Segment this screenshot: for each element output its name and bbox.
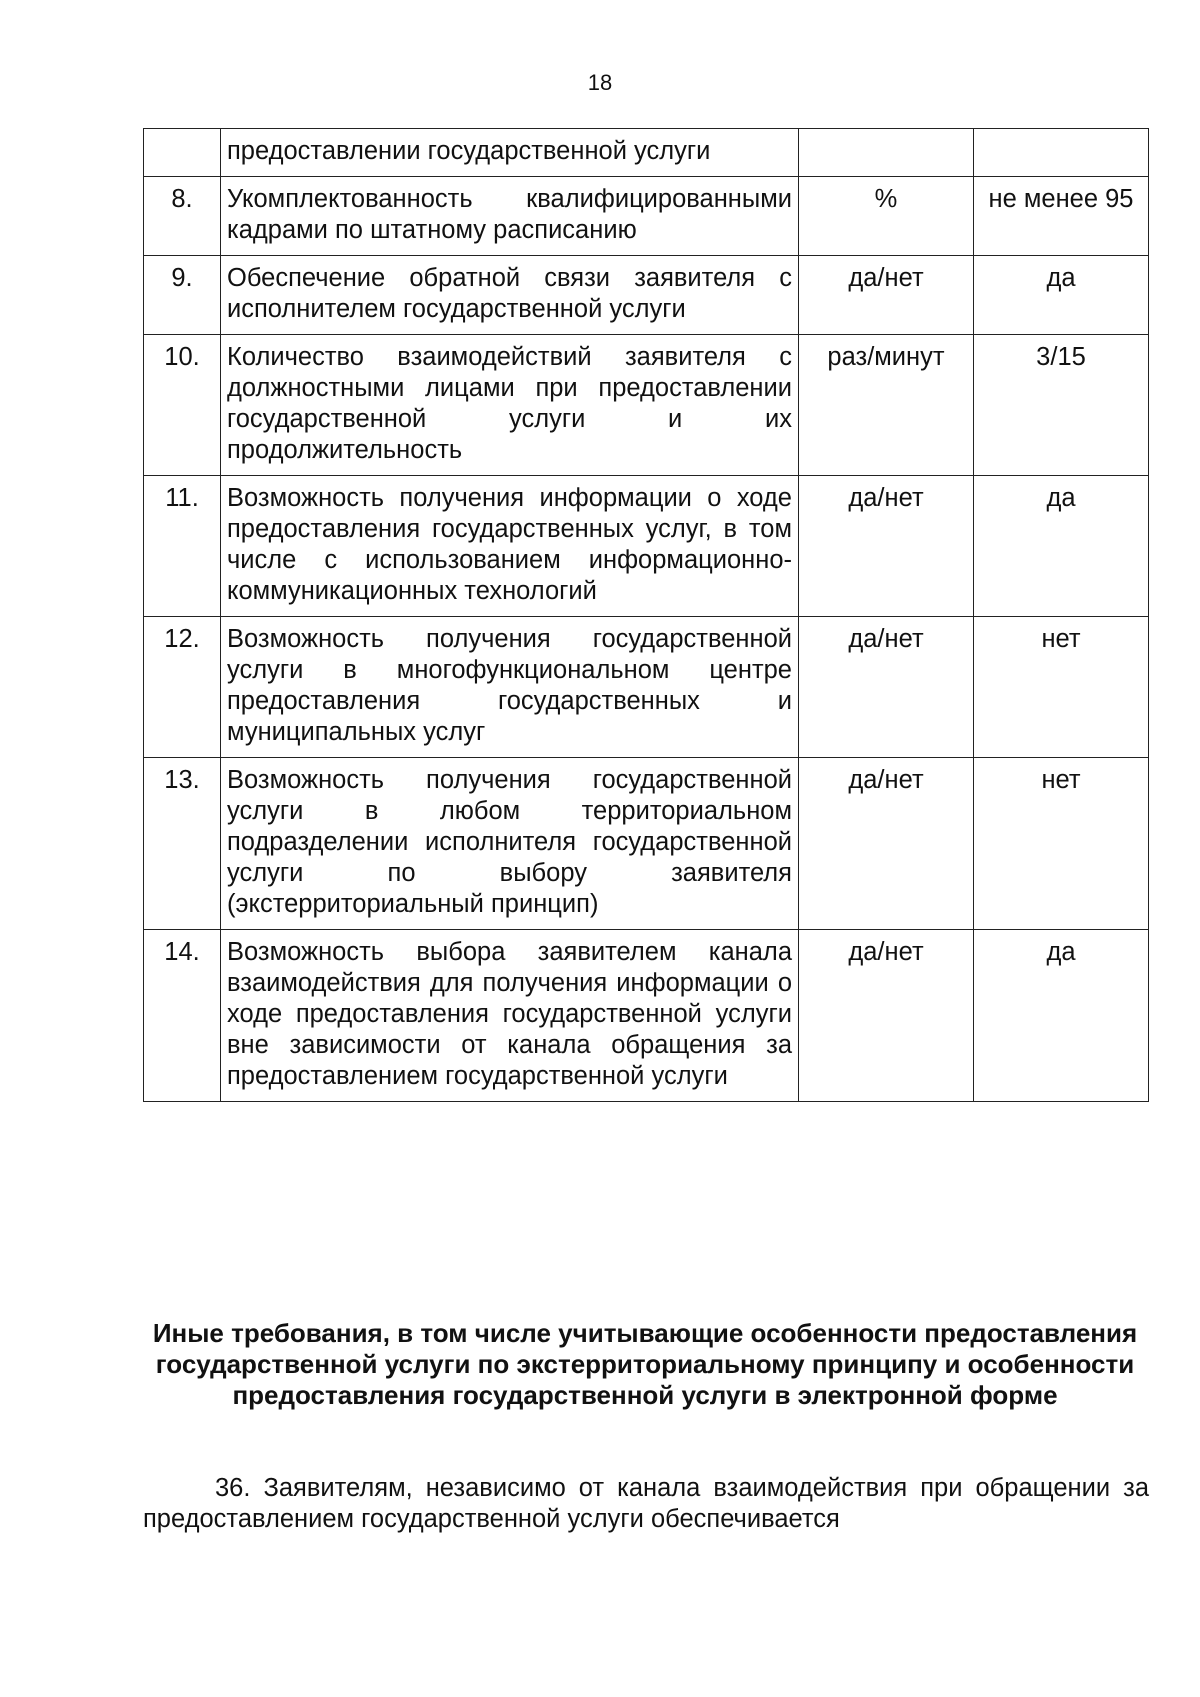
indicator-value: 3/15 bbox=[974, 335, 1149, 476]
indicator-name: Обеспечение обратной связи заявителя с исполнителем государственной услуги bbox=[221, 256, 799, 335]
row-number: 13. bbox=[144, 758, 221, 930]
indicator-unit: % bbox=[799, 177, 974, 256]
table-row bbox=[144, 256, 1149, 335]
indicator-value: нет bbox=[974, 758, 1149, 930]
table-row bbox=[144, 129, 1149, 177]
indicator-value: не менее 95 bbox=[974, 177, 1149, 256]
indicator-unit: да/нет bbox=[799, 617, 974, 758]
indicator-value bbox=[974, 129, 1149, 177]
indicator-unit: да/нет bbox=[799, 758, 974, 930]
table-row bbox=[144, 758, 1149, 930]
page-number: 18 bbox=[587, 70, 613, 95]
indicator-name: Возможность получения государственной услуги в многофункциональном центре предоставления государственных и муниципальных услуг bbox=[221, 617, 799, 758]
indicator-unit bbox=[799, 129, 974, 177]
table-row bbox=[144, 335, 1149, 476]
indicator-unit: да/нет bbox=[799, 476, 974, 617]
indicator-unit: да/нет bbox=[799, 930, 974, 1102]
table-row bbox=[144, 177, 1149, 256]
indicator-name: Возможность выбора заявителем канала взаимодействия для получения информации о ходе предоставления государственной услуги вне зависимости от канала обращения за предоставлением государственной услуги bbox=[221, 930, 799, 1102]
quality-indicators-table bbox=[143, 128, 1149, 1102]
row-number bbox=[144, 129, 221, 177]
section-heading: Иные требования, в том числе учитывающие особенности предоставления государственной услуги по экстерриториальному принципу и особенности предоставления государственной услуги в электронной форме bbox=[152, 1318, 1138, 1410]
table-row bbox=[144, 476, 1149, 617]
indicator-name: предоставлении государственной услуги bbox=[221, 129, 799, 177]
row-number: 14. bbox=[144, 930, 221, 1102]
indicator-name: Количество взаимодействий заявителя с должностными лицами при предоставлении государственной услуги и их продолжительность bbox=[221, 335, 799, 476]
indicator-value: да bbox=[974, 476, 1149, 617]
row-number: 12. bbox=[144, 617, 221, 758]
indicator-name: Возможность получения информации о ходе предоставления государственных услуг, в том числе с использованием информационно-коммуникационных технологий bbox=[221, 476, 799, 617]
row-number: 9. bbox=[144, 256, 221, 335]
indicator-unit: да/нет bbox=[799, 256, 974, 335]
table-row bbox=[144, 930, 1149, 1102]
indicator-value: да bbox=[974, 930, 1149, 1102]
indicator-unit: раз/минут bbox=[799, 335, 974, 476]
indicator-name: Укомплектованность квалифицированными кадрами по штатному расписанию bbox=[221, 177, 799, 256]
indicator-value: да bbox=[974, 256, 1149, 335]
row-number: 8. bbox=[144, 177, 221, 256]
row-number: 10. bbox=[144, 335, 221, 476]
row-number: 11. bbox=[144, 476, 221, 617]
table-row bbox=[144, 617, 1149, 758]
indicator-value: нет bbox=[974, 617, 1149, 758]
indicator-name: Возможность получения государственной услуги в любом территориальном подразделении исполнителя государственной услуги по выбору заявителя (экстерриториальный принцип) bbox=[221, 758, 799, 930]
body-paragraph: 36. Заявителям, независимо от канала взаимодействия при обращении за предоставлением государственной услуги обеспечивается bbox=[143, 1474, 1149, 1533]
